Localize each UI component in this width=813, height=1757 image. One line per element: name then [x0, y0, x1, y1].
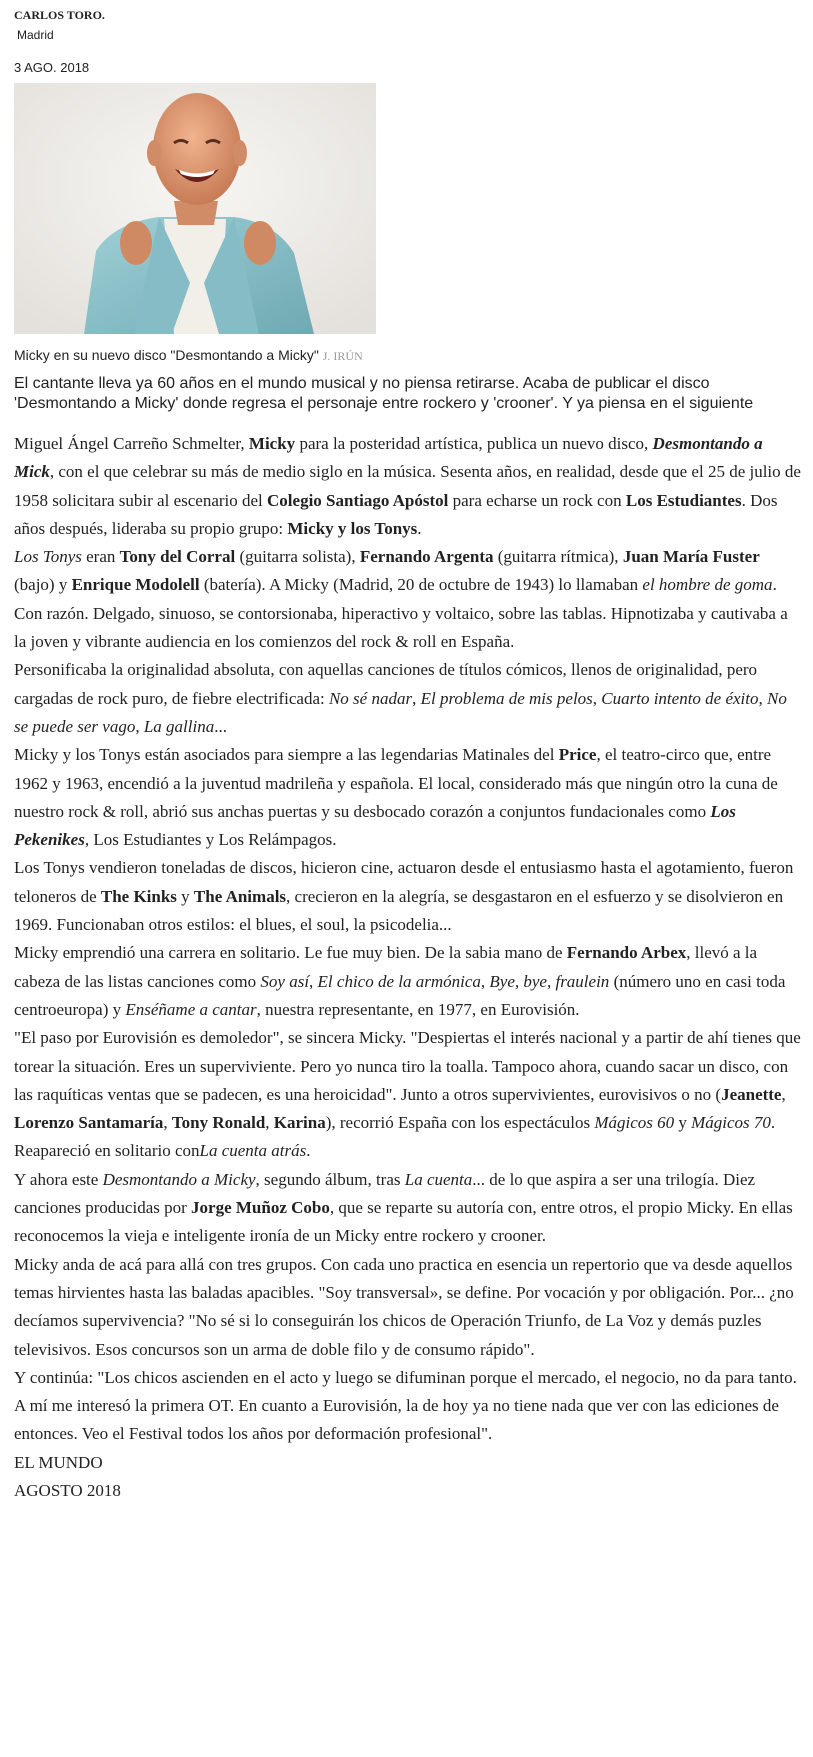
bold-text: Enrique Modolell — [71, 575, 200, 595]
text-run: . Reapareció en solitario con — [14, 1113, 776, 1161]
text-run: , segundo álbum, tras — [255, 1169, 405, 1189]
author-byline: CARLOS TORO. — [14, 8, 105, 22]
text-run: . — [306, 1141, 311, 1161]
text-run: (bajo) y — [14, 575, 72, 595]
bold-text: Fernando Arbex — [566, 943, 687, 963]
text-run: , llevó a la cabeza de las listas canciones como — [14, 943, 758, 991]
bold-text: Fernando Argenta — [359, 547, 494, 567]
bold-text: The Animals — [193, 886, 287, 906]
text-run: y — [674, 1113, 692, 1133]
italic-text: Cuarto intento de éxito — [601, 688, 759, 708]
article — [14, 0, 804, 1505]
article-photo — [14, 83, 376, 334]
text-run: (guitarra solista), — [235, 547, 360, 567]
paragraph — [14, 1166, 804, 1251]
italic-text: No sé nadar — [328, 688, 413, 708]
dateline-city: Madrid — [17, 28, 54, 42]
italic-text: Mágicos 70 — [691, 1113, 771, 1133]
text-run: , — [480, 971, 490, 991]
text-run: (batería). A Micky (Madrid, 20 de octubre de 1943) lo llamaban — [199, 575, 643, 595]
italic-text: Enséñame a cantar — [125, 999, 257, 1019]
text-run: , — [135, 716, 144, 736]
text-run: , Los Estudiantes y Los Relámpagos. — [84, 830, 337, 850]
bold-italic-text: Los Pekenikes — [14, 801, 736, 850]
italic-text: Los Tonys — [14, 547, 82, 567]
text-run: ... de lo que aspira a ser una trilogía. Diez canciones producidas por — [14, 1169, 756, 1218]
italic-text: El chico de la armónica — [317, 971, 481, 991]
italic-text: Bye, bye, fraulein — [489, 971, 610, 991]
photo-credit: J. IRÚN — [322, 349, 363, 363]
text-run: para la posteridad artística, publica un nuevo disco, — [295, 434, 653, 453]
italic-text: El problema de mis pelos — [420, 688, 593, 708]
bold-text: Los Estudiantes — [625, 490, 742, 510]
italic-text: No se puede ser vago — [14, 688, 787, 736]
paragraph — [14, 854, 804, 939]
text-run: , — [412, 688, 421, 708]
text-run: Micky emprendió una carrera en solitario. Le fue muy bien. De la sabia mano de — [14, 943, 567, 963]
text-run: ... — [214, 716, 227, 736]
text-run: . Dos años después, lideraba su propio grupo: — [14, 490, 778, 538]
text-run: (número uno en casi toda centroeuropa) y — [14, 971, 786, 1019]
text-run: , — [781, 1084, 786, 1104]
bold-text: Price — [558, 745, 597, 765]
bold-text: Juan María Fuster — [622, 547, 760, 567]
text-run: , — [265, 1113, 274, 1133]
text-run: eran — [81, 547, 120, 567]
publish-date: 3 AGO. 2018 — [14, 60, 90, 75]
paragraph — [14, 430, 804, 543]
italic-text: La cuenta atrás — [199, 1141, 307, 1161]
paragraph — [14, 1364, 804, 1449]
paragraph — [14, 939, 804, 1024]
paragraph — [14, 741, 804, 854]
bold-text: Tony Ronald — [171, 1113, 266, 1133]
text-run: , crecieron en la alegría, se desgastaron en el esfuerzo y se disolvieron en 1969. Funcionaban otros estilos: el blues, el soul, la psicodelia... — [14, 886, 784, 935]
text-run: Y ahora este — [14, 1169, 103, 1189]
article-body — [14, 430, 804, 1449]
text-run: Micky anda de acá para allá con tres grupos. Con cada uno practica en esencia un repertorio que va desde aquellos temas hirvientes hasta las baladas apacibles. "Soy transversal», se define. Por vocación y por obligación. Por... ¿no decíamos supervivencia? "No sé si lo conseguirán los chicos de Operación Triunfo, de La Voz y demás puzles televisivos. Esos concursos son un arma de doble filo y de consumo rápido". — [14, 1254, 794, 1359]
text-run: , el teatro-circo que, entre 1962 y 1963, encendió a la juventud madrileña y española. El local, considerado más que ningún otro la cuna de nuestro rock & roll, abrió sus anchas puertas y su desbocado corazón a conjuntos fundacionales como — [14, 745, 778, 821]
bold-text: Karina — [273, 1113, 326, 1133]
paragraph — [14, 543, 804, 656]
photo-caption — [14, 347, 804, 364]
text-run: Micky y los Tonys están asociados para siempre a las legendarias Matinales del — [14, 745, 559, 765]
article-lead: El cantante lleva ya 60 años en el mundo musical y no piensa retirarse. Acaba de publicar el disco 'Desmontando a Micky' donde regresa el personaje entre rockero y 'crooner'. Y ya piensa en el siguiente — [14, 375, 754, 412]
bold-text: Lorenzo Santamaría — [14, 1113, 164, 1133]
bold-text: Tony del Corral — [119, 547, 236, 567]
paragraph — [14, 656, 804, 741]
italic-text: La cuenta — [404, 1169, 473, 1189]
text-run: Y continúa: "Los chicos ascienden en el acto y luego se difuminan porque el mercado, el negocio, no da para tanto. A mí me interesó la primera OT. En cuanto a Eurovisión, la de hoy ya no tiene nada que ver con las ediciones de entonces. Veo el Festival todos los años por deformación profesional". — [14, 1367, 797, 1444]
italic-text: La gallina — [143, 716, 215, 736]
text-run: "El paso por Eurovisión es demoledor", se sincera Micky. "Despiertas el interés nacional y a partir de ahí tienes que torear la situación. Eres un superviviente. Pero yo nunca tiro la toalla. Tampoco ahora, cuando sacar un disco, con las raquíticas ventas que se padecen, es una heroicidad". Junto a otros supervivientes, eurovisivos o no ( — [14, 1028, 801, 1104]
text-run: y — [176, 886, 194, 906]
caption-text: Micky en su nuevo disco "Desmontando a Micky" — [14, 347, 319, 363]
italic-text: Soy así — [260, 971, 310, 991]
text-run: , — [758, 688, 768, 708]
text-run: , — [592, 688, 602, 708]
text-run: ), recorrió España con los espectáculos — [325, 1113, 595, 1133]
bold-italic-text: Desmontando a Mick — [14, 434, 763, 482]
article-signoff — [14, 1449, 804, 1506]
signoff-line: AGOSTO 2018 — [14, 1480, 121, 1500]
bold-text: Micky — [248, 434, 296, 453]
text-run: . — [417, 518, 422, 538]
portrait-illustration — [14, 83, 376, 334]
text-run: , que se reparte su autoría con, entre otros, el propio Micky. En ellas reconocemos la vieja e inteligente ironía de un Micky entre rockero y crooner. — [14, 1198, 793, 1246]
bold-text: Jorge Muñoz Cobo — [191, 1198, 330, 1218]
text-run: Miguel Ángel Carreño Schmelter, — [14, 434, 249, 453]
text-run: . Con razón. Delgado, sinuoso, se contorsionaba, hiperactivo y voltaico, sobre las tablas. Hipnotizaba y cautivaba a la joven y vibrante audiencia en los comienzos del rock & roll en España. — [14, 575, 788, 652]
text-run: Personificaba la originalidad absoluta, con aquellas canciones de títulos cómicos, llenos de originalidad, pero cargadas de rock puro, de fiebre electrificada: — [14, 660, 758, 708]
paragraph — [14, 1024, 804, 1165]
bold-text: Micky y los Tonys — [287, 518, 418, 538]
text-run: , con el que celebrar su más de medio siglo en la música. Sesenta años, en realidad, desde que el 25 de julio de 1958 solicitara subir al escenario del — [14, 462, 801, 510]
text-run: , — [309, 971, 318, 991]
bold-text: Colegio Santiago Apóstol — [267, 490, 449, 510]
paragraph — [14, 1251, 804, 1364]
italic-text: Mágicos 60 — [594, 1113, 675, 1133]
text-run: para echarse un rock con — [448, 490, 626, 510]
bold-text: Jeanette — [721, 1084, 782, 1104]
text-run: (guitarra rítmica), — [493, 547, 623, 567]
text-run: Los Tonys vendieron toneladas de discos, hicieron cine, actuaron desde el entusiasmo hasta el agotamiento, fueron teloneros de — [14, 858, 794, 906]
italic-text: Desmontando a Micky — [102, 1169, 256, 1189]
text-run: , nuestra representante, en 1977, en Eurovisión. — [256, 999, 580, 1019]
signoff-line: EL MUNDO — [14, 1452, 103, 1472]
bold-text: The Kinks — [100, 886, 177, 906]
text-run: , — [163, 1113, 172, 1133]
italic-text: el hombre de goma — [642, 575, 773, 595]
